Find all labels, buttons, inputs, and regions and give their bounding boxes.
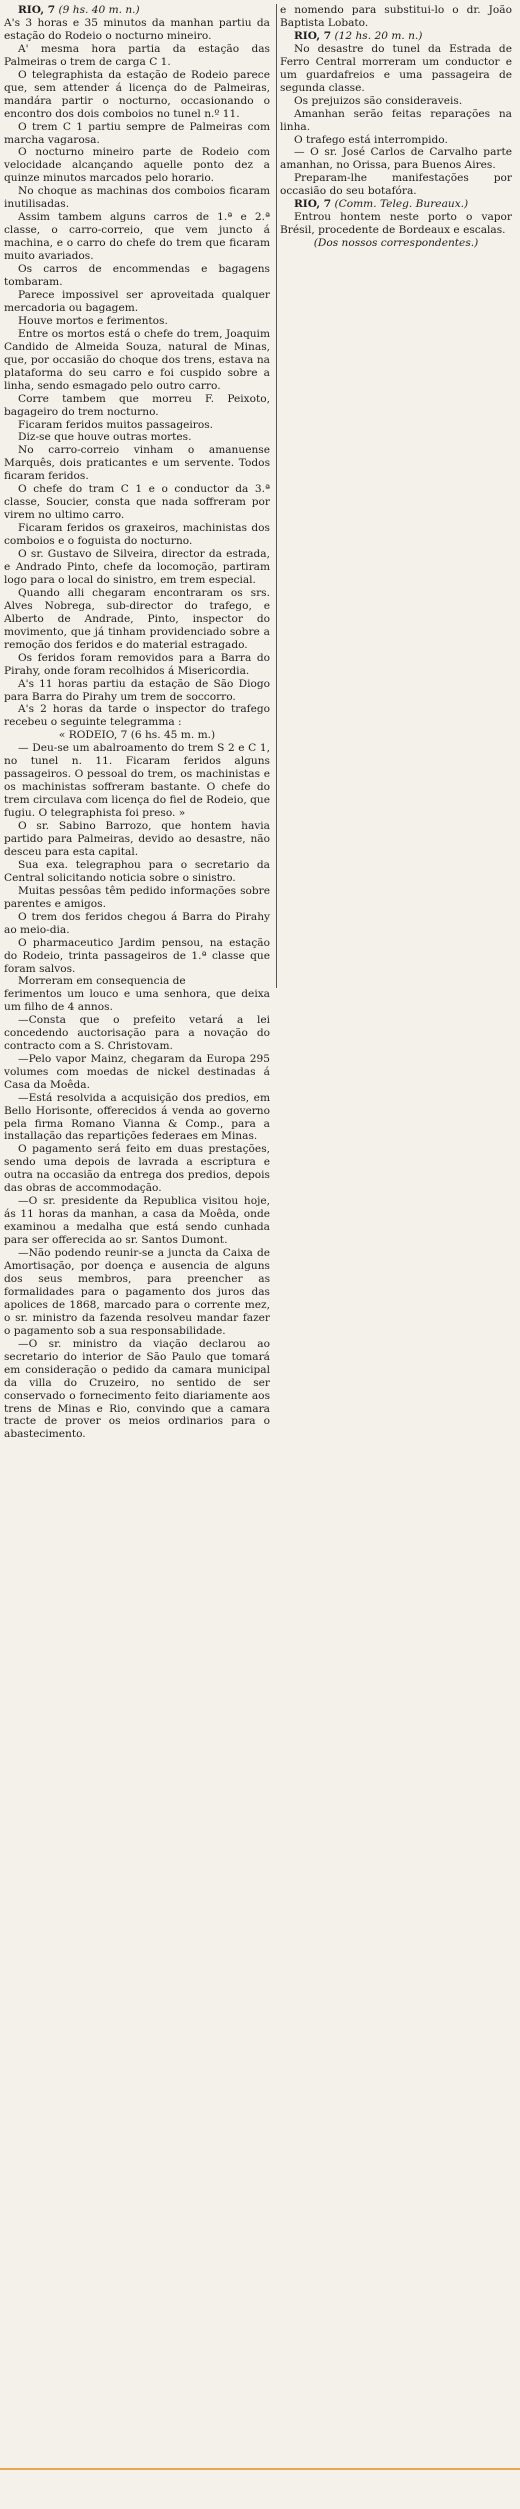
right-column [280,4,512,250]
paragraph [4,289,270,315]
paragraph [4,419,270,432]
paragraph-text: — Deu-se um abalroamento do trem S 2 e C 1, no tunel n. 11. Ficaram feridos alguns passageiros. O pessoal do trem, os machinistas e os machinistas soffreram bastante. O chefe do trem circulava com licença do fiel de Rodeio, que fugiu. O telegraphista foi preso. » [4,742,270,820]
paragraph-text: Muitas pessôas têm pedido informações sobre parentes e amigos. [4,884,270,910]
left-column [4,4,277,988]
paragraph [4,742,270,820]
paragraph [280,4,512,30]
paragraph-text: O sr. Gustavo de Silveira, director da estrada, e Andrado Pinto, chefe da locomoção, partiram logo para o local do sinistro, em trem especial. [4,548,270,586]
paragraph [4,444,270,483]
telegram-time: (Comm. Teleg. Bureaux.) [334,198,469,211]
paragraph-text: O pagamento será feito em duas prestações, sendo uma depois de lavrada a escriptura e outra na occasião da entrega dos predios, depois das obras de accommodação. [4,1143,270,1195]
paragraph [280,108,512,134]
telegram-time: (9 hs. 40 m. n.) [58,4,140,16]
paragraph [280,95,512,108]
paragraph-text: —O sr. presidente da Republica visitou hoje, ás 11 horas da manhan, a casa da Moêda, onde examinou a medalha que está sendo cunhada para ser offerecida ao sr. Santos Dumont. [4,1195,270,1247]
paragraph-text: O chefe do tram C 1 e o conductor da 3.ª classe, Soucier, consta que nada soffreram por virem no ultimo carro. [4,483,270,522]
paragraph [4,431,270,444]
paragraph-text: Entre os mortos está o chefe do trem, Joaquim Candido de Almeida Souza, natural de Minas, que, por occasião do choque dos trens, estava na plataforma do seu carro e foi cuspido sobre a linha, sendo esmagado pelo outro carro. [4,327,270,392]
paragraph-text: A's 3 horas e 35 minutos da manhan partiu da estação do Rodeio o nocturno mineiro. [4,16,270,42]
paragraph-text: O sr. Sabino Barrozo, que hontem havia partido para Palmeiras, devido ao desastre, não desceu para esta capital. [4,820,270,858]
paragraph-text: No desastre do tunel da Estrada de Ferro Central morreram um conductor e um guardafreios e uma passageira de segunda classe. [280,42,512,94]
dateline: RIO, 7 [294,29,332,42]
paragraph-text: Preparam-lhe manifestações por occasião do seu botafóra. [280,172,512,198]
paragraph [4,1053,270,1092]
paragraph [4,185,270,211]
paragraph [4,328,270,393]
paragraph-text: —Pelo vapor Mainz, chegaram da Europa 295 volumes com moedas de nickel destinadas á Casa da Moêda. [4,1052,270,1091]
paragraph [4,1247,270,1338]
paragraph [4,1195,270,1247]
paragraph-text: — O sr. José Carlos de Carvalho parte amanhan, no Orissa, para Buenos Aires. [280,146,512,172]
paragraph-text: A's 2 horas da tarde o inspector do trafego recebeu o seguinte telegramma : [4,703,270,729]
paragraph [4,211,270,263]
telegram-time: (12 hs. 20 m. n.) [334,29,423,42]
paragraph [4,483,270,522]
paragraph-text: —O sr. ministro da viação declarou ao secretario do interior de São Paulo que tomará em consideração o pedido da camara municipal da villa do Cruzeiro, no sentido de ser conservado o fornecimento feito diariamente aos trens de Minas e Rio, convindo que a camara tracte de prover os meios ordinarios para o abastecimento. [4,1337,270,1441]
paragraph-text: Os prejuizos são consideraveis. [294,94,463,107]
paragraph [4,975,270,988]
paragraph-text: No choque as machinas dos comboios ficaram inutilisadas. [4,185,270,211]
paragraph-text: Diz-se que houve outras mortes. [18,431,192,444]
paragraph-text: Amanhan serão feitas reparações na linha. [280,107,512,133]
dateline: RIO, 7 [294,198,332,211]
paragraph-text: O trem C 1 partiu sempre de Palmeiras com marcha vagarosa. [4,120,270,146]
paragraph-text: Morreram em consequencia de [18,975,186,988]
paragraph-text: Parece impossivel ser aproveitada qualquer mercadoria ou bagagem. [4,288,270,314]
paragraph [4,885,270,911]
paragraph-text: O telegraphista da estação de Rodeio parece que, sem attender á licença do de Palmeiras, mandára partir o nocturno, occasionando o encontro dos dois comboios no tunel n.º 11. [4,68,270,120]
dateline: RIO, 7 [18,4,56,16]
paragraph [280,30,512,43]
paragraph [4,911,270,937]
paragraph [280,211,512,237]
paragraph [4,703,270,729]
paragraph [4,522,270,548]
paragraph [4,988,270,1014]
paragraph [4,859,270,885]
paragraph-text: A's 11 horas partiu da estação de São Diogo para Barra do Pirahy um trem de soccorro. [4,677,270,703]
paragraph [280,237,512,250]
paragraph-text: Corre tambem que morreu F. Peixoto, bagageiro do trem nocturno. [4,392,270,418]
bottom-text-block [4,988,270,1441]
paragraph-text: A' mesma hora partia da estação das Palmeiras o trem de carga C 1. [4,42,270,68]
paragraph [4,678,270,704]
paragraph [4,729,270,742]
paragraph-text: O trem dos feridos chegou á Barra do Pirahy ao meio-dia. [4,910,270,936]
paragraph-text: Assim tambem alguns carros de 1.ª e 2.ª classe, o carro-correio, que vem juncto á machina, e o carro do chefe do trem que ficaram muito avariados. [4,211,270,263]
highlight-line [0,2468,520,2470]
paragraph-text: Ficaram feridos muitos passageiros. [18,418,214,431]
paragraph [4,1092,270,1144]
paragraph [280,43,512,95]
paragraph-text: ferimentos um louco e uma senhora, que deixa um filho de 4 annos. [4,988,270,1013]
paragraph-text: O nocturno mineiro parte de Rodeio com velocidade alcançando aquelle ponto dez a quinze minutos marcados pelo horario. [4,146,270,185]
paragraph-text: —Consta que o prefeito vetará a lei concedendo auctorisação para a novação do contracto com a S. Christovam. [4,1013,270,1052]
paragraph [4,393,270,419]
paragraph-text: Os carros de encommendas e bagagens tombaram. [4,263,270,289]
paragraph [4,587,270,652]
paragraph-text: —Não podendo reunir-se a juncta da Caixa de Amortisação, por doença e ausencia de alguns dos seus membros, para preencher as formalidades para o pagamento dos juros das apolices de 1868, marcado para o corrente mez, o sr. ministro da fazenda resolveu mandar fazer o pagamento sob a sua responsabilidade. [4,1247,270,1337]
paragraph [280,146,512,172]
paragraph [4,548,270,587]
paragraph [4,146,270,185]
paragraph [4,263,270,289]
paragraph-text: Entrou hontem neste porto o vapor Brésil, procedente de Bordeaux e escalas. [280,211,512,237]
paragraph [4,1338,270,1442]
paragraph [280,198,512,211]
paragraph [280,172,512,198]
paragraph [4,121,270,147]
paragraph [280,134,512,147]
paragraph [4,69,270,121]
paragraph-text: O trafego está interrompido. [294,133,448,146]
paragraph-text: Ficaram feridos os graxeiros, machinistas dos comboios e o foguista do nocturno. [4,522,270,548]
paragraph-text: —Está resolvida a acquisição dos predios, em Bello Horisonte, offerecidos á venda ao governo pela firma Romano Vianna & Comp., para a installação das repartições federaes em Minas. [4,1091,270,1143]
telegram-heading: « RODEIO, 7 (6 hs. 45 m. m.) [58,729,216,742]
paragraph [4,937,270,976]
paragraph-text: Quando alli chegaram encontraram os srs. Alves Nobrega, sub-director do trafego, e Alberto de Andrade, Pinto, inspector do movimento, que já tinham providenciado sobre a remoção dos feridos e do material estragado. [4,586,270,651]
paragraph-text: Houve mortos e ferimentos. [18,314,168,327]
paragraph [4,820,270,859]
paragraph-text: No carro-correio vinham o amanuense Marquês, dois praticantes e um servente. Todos ficaram feridos. [4,444,270,483]
paragraph [4,1143,270,1195]
paragraph [4,43,270,69]
signature: (Dos nossos correspondentes.) [313,237,479,250]
paragraph [4,652,270,678]
paragraph [4,1014,270,1053]
paragraph-text: Sua exa. telegraphou para o secretario da Central solicitando noticia sobre o sinistro. [4,858,270,884]
paragraph-text: Os feridos foram removidos para a Barra do Pirahy, onde foram recolhidos á Misericordia. [4,651,270,677]
paragraph-text: O pharmaceutico Jardim pensou, na estação do Rodeio, trinta passageiros de 1.ª classe que foram salvos. [4,936,270,975]
paragraph-text: e nomendo para substitui-lo o dr. João Baptista Lobato. [280,4,512,29]
paragraph [4,4,270,43]
paragraph [4,315,270,328]
